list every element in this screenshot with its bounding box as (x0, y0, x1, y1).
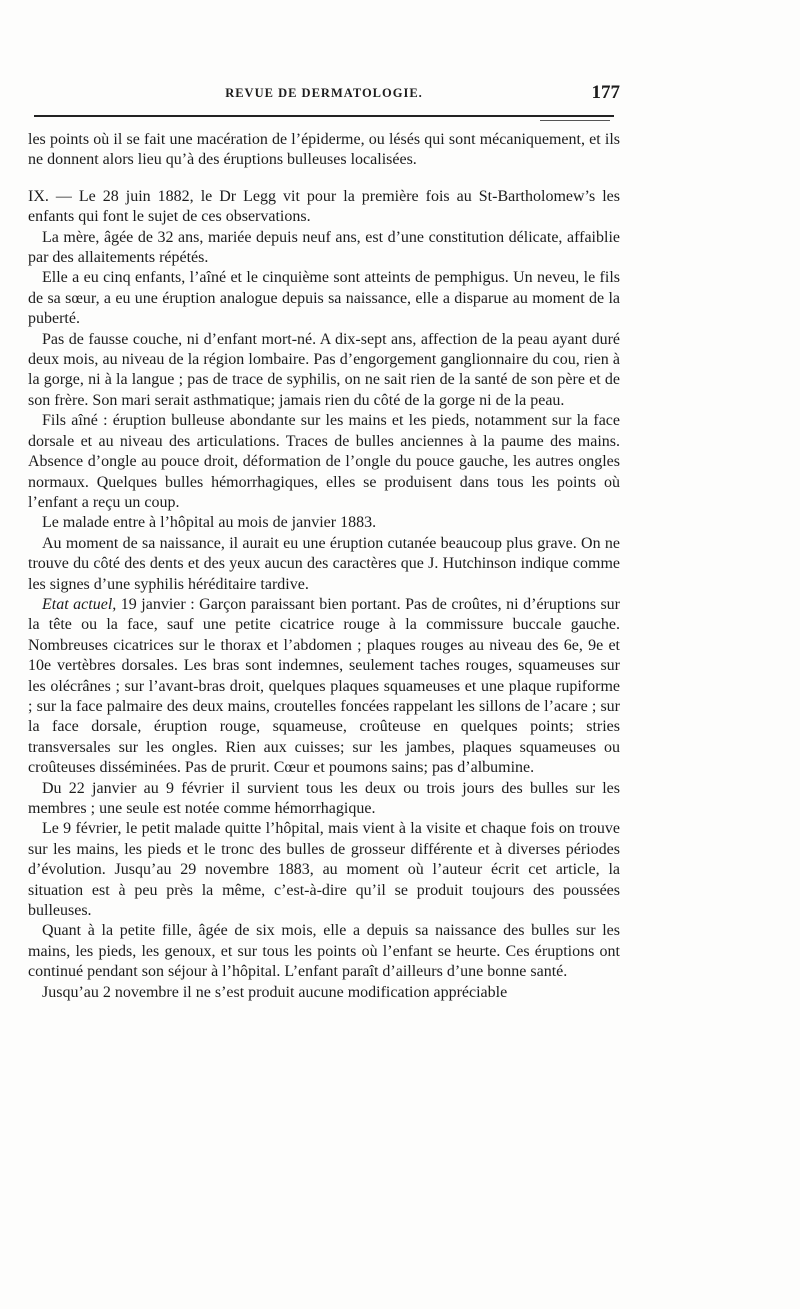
paragraph: Jusqu’au 2 novembre il ne s’est produit aucune modification appréciable (42, 983, 508, 1001)
paragraph-text: 19 janvier : Garçon paraissant bien portant. Pas de croûtes, ni d’éruptions sur la tête ou la face, sauf une petite cicatrice rouge à la commissure buccale gauche. Nombreuses cicatrices sur le thorax et l’abdomen ; plaques rouges au niveau des 6e, 9e et 10e vertèbres dorsales. Les bras sont indemnes, seulement taches rouges, squameuses sur les olécrânes ; sur l’avant-bras droit, quelques plaques squameuses et une plaque rupiforme ; sur la face palmaire des deux mains, croutelles foncées rappelant les sillons de l’acare ; sur la face dorsale, éruption rouge, squameuse, croûteuse en quelques points; stries transversales sur les ongles. Rien aux cuisses; sur les jambes, plaques squameuses ou croûteuses disséminées. Pas de prurit. Cœur et poumons sains; pas d’albumine. (28, 595, 620, 777)
paragraph: La mère, âgée de 32 ans, mariée depuis neuf ans, est d’une constitution délicate, affaiblie par des allaitements répétés. (28, 228, 620, 267)
paragraph: Pas de fausse couche, ni d’enfant mort-né. A dix-sept ans, affection de la peau ayant duré deux mois, au niveau de la région lombaire. Pas d’engorgement ganglionnaire du cou, rien à la gorge, ni à la langue ; pas de trace de syphilis, on ne sait rien de la santé de son père et de son frère. Son mari serait asthmatique; jamais rien du côté de la gorge ni de la peau. (28, 330, 620, 409)
body-text (28, 130, 620, 1003)
section-paragraph: IX. — Le 28 juin 1882, le Dr Legg vit pour la première fois au St-Bartholomew’s les enfants qui font le sujet de ces observations. (28, 187, 620, 226)
header-rule-thin (540, 120, 610, 121)
paragraph: Le malade entre à l’hôpital au mois de janvier 1883. (42, 514, 377, 532)
paragraph: Fils aîné : éruption bulleuse abondante sur les mains et les pieds, notamment sur la face dorsale et au niveau des articulations. Traces de bulles anciennes à la paume des mains. Absence d’ongle au pouce droit, déformation de l’ongle du pouce gauche, les autres ongles normaux. Quelques bulles hémorrhagiques, elles se produisent dans tous les points où l’enfant a reçu un coup. (28, 412, 620, 511)
paragraph: Le 9 février, le petit malade quitte l’hôpital, mais vient à la visite et chaque fois on trouve sur les mains, les pieds et le tronc des bulles de grosseur différente et à diverses périodes d’évolution. Jusqu’au 29 novembre 1883, au moment où l’auteur écrit cet article, la situation est à peu près la même, c’est-à-dire qu’il se produit toujours des poussées bulleuses. (28, 820, 620, 920)
header-rule (34, 115, 614, 117)
paragraph: Quant à la petite fille, âgée de six mois, elle a depuis sa naissance des bulles sur les mains, les pieds, les genoux, et sur tous les points où l’enfant se heurte. Ces éruptions ont continué pendant son séjour à l’hôpital. L’enfant paraît d’ailleurs d’une bonne santé. (28, 922, 620, 981)
paragraph: Elle a eu cinq enfants, l’aîné et le cinquième sont atteints de pemphigus. Un neveu, le fils de sa sœur, a eu une éruption analogue depuis sa naissance, elle a disparue au moment de la puberté. (28, 269, 620, 328)
paragraph: les points où il se fait une macération de l’épiderme, ou lésés qui sont mécaniquement, et ils ne donnent alors lieu qu’à des éruptions bulleuses localisées. (28, 131, 620, 169)
page-number: 177 (591, 82, 620, 103)
paragraph: Du 22 janvier au 9 février il survient tous les deux ou trois jours des bulles sur les membres ; une seule est notée comme hémorrhagique. (28, 779, 620, 817)
page-header (28, 84, 620, 108)
paragraph: Au moment de sa naissance, il aurait eu une éruption cutanée beaucoup plus grave. On ne trouve du côté des dents et des yeux aucun des caractères que J. Hutchinson indique comme les signes d’une syphilis héréditaire tardive. (28, 534, 620, 593)
paragraph (28, 595, 620, 779)
italic-lead: Etat actuel, (42, 595, 117, 613)
running-title: REVUE DE DERMATOLOGIE. (225, 86, 423, 100)
